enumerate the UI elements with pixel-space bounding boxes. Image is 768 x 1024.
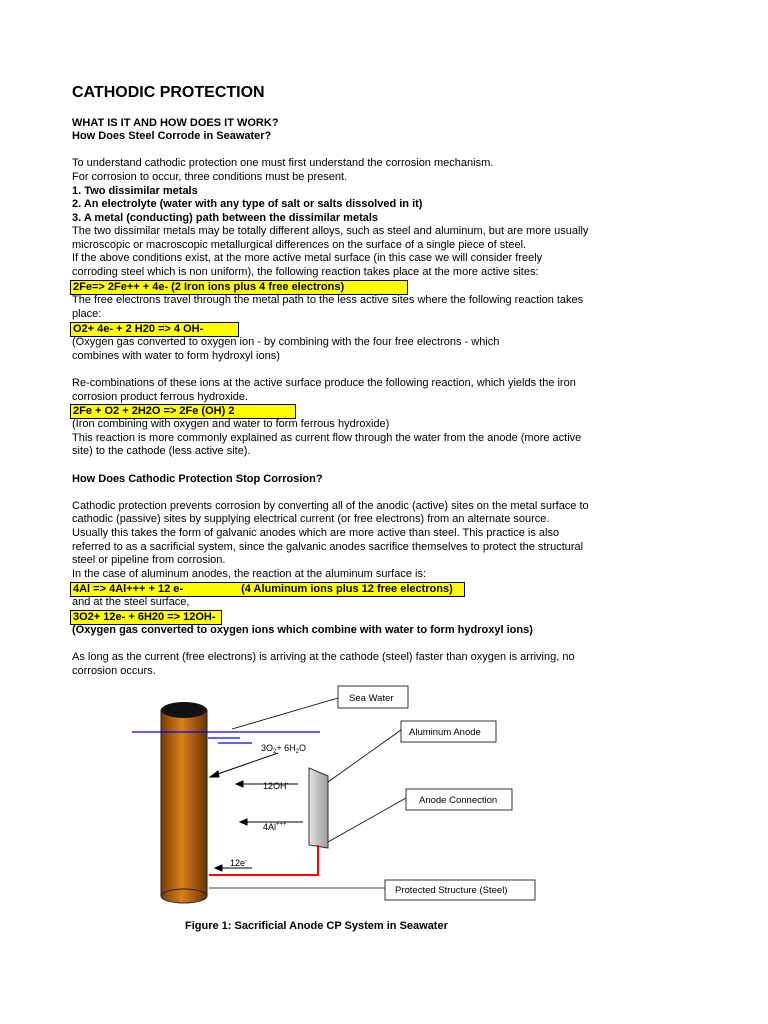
- reaction-label-aluminum-ions: 4Al+++: [263, 822, 287, 832]
- page-title: CATHODIC PROTECTION: [72, 84, 265, 101]
- paragraph-line: If the above conditions exist, at the more active metal surface (in this case we will consider freely: [72, 252, 543, 264]
- paragraph-line: (Oxygen gas converted to oxygen ions which combine with water to form hydroxyl ions): [72, 624, 533, 636]
- paragraph-line: This reaction is more commonly explained as current flow through the water from the anode (more active: [72, 432, 582, 444]
- paragraph-line: (Oxygen gas converted to oxygen ion - by combining with the four free electrons - which: [72, 336, 500, 348]
- water-surface: [132, 732, 320, 743]
- callout-protected-structure: [385, 880, 535, 900]
- svg-text:Sea Water: Sea Water: [349, 693, 394, 704]
- paragraph-line: referred to as a sacrificial system, since the galvanic anodes sacrifice themselves to protect the structural: [72, 541, 584, 553]
- subheading: How Does Steel Corrode in Seawater?: [72, 130, 272, 142]
- equation-note: (4 Aluminum ions plus 12 free electrons): [241, 583, 453, 595]
- subheading: How Does Cathodic Protection Stop Corrosion?: [72, 473, 323, 485]
- svg-text:Protected Structure (Steel): Protected Structure (Steel): [395, 885, 508, 896]
- condition-item: 3. A metal (conducting) path between the dissimilar metals: [72, 212, 379, 224]
- equation-box-aluminum-oxidation: [70, 582, 465, 597]
- paragraph-line: site) to the cathode (less active site).: [72, 445, 251, 457]
- callout-aluminum-anode: [401, 721, 496, 742]
- paragraph-line: Usually this takes the form of galvanic anodes which are more active than steel. This practice is also: [72, 527, 560, 539]
- anode-connection-wire: [209, 845, 318, 875]
- cp-diagram-svg: [130, 678, 550, 910]
- paragraph-line: Cathodic protection prevents corrosion by converting all of the anodic (active) sites on the metal surface to: [72, 500, 589, 512]
- paragraph-line: In the case of aluminum anodes, the reaction at the aluminum surface is:: [72, 568, 427, 580]
- cp-diagram: [130, 678, 550, 915]
- condition-item: 2. An electrolyte (water with any type of salt or salts dissolved in it): [72, 198, 423, 210]
- paragraph-line: corrosion product ferrous hydroxide.: [72, 391, 249, 403]
- callout-sea-water: [338, 686, 408, 708]
- svg-text:Anode Connection: Anode Connection: [419, 795, 498, 806]
- paragraph-line: To understand cathodic protection one must first understand the corrosion mechanism.: [72, 157, 494, 169]
- reaction-arrows: [210, 753, 303, 871]
- paragraph-line: corroding steel which is non uniform), the following reaction takes place at the more active sites:: [72, 266, 539, 278]
- equation-box-iron-oxidation: 2Fe=> 2Fe++ + 4e- (2 Iron ions plus 4 free electrons): [70, 280, 408, 295]
- paragraph-line: The free electrons travel through the metal path to the less active sites where the following reaction takes: [72, 294, 584, 306]
- paragraph-line: For corrosion to occur, three conditions must be present.: [72, 171, 348, 183]
- paragraph-line: microscopic or macroscopic metallurgical differences on the surface of a single piece of steel.: [72, 239, 527, 251]
- paragraph-line: and at the steel surface,: [72, 596, 190, 608]
- paragraph-line: place:: [72, 308, 102, 320]
- equation-box-ferrous-hydroxide: 2Fe + O2 + 2H2O => 2Fe (OH) 2: [70, 404, 296, 419]
- reaction-label-oxygen: $3O_2+ 6H_2O$: [261, 743, 306, 755]
- equation-box-hydroxyl-formation: 3O2+ 12e- + 6H20 => 12OH-: [70, 610, 222, 625]
- paragraph-line: cathodic (passive) sites by supplying electrical current (or free electrons) from an alternate source.: [72, 513, 550, 525]
- svg-text:Aluminum Anode: Aluminum Anode: [409, 727, 481, 738]
- section-heading: WHAT IS IT AND HOW DOES IT WORK?: [72, 117, 279, 129]
- equation-text: 4Al => 4Al+++ + 12 e-: [73, 583, 184, 595]
- paragraph-line: steel or pipeline from corrosion.: [72, 554, 226, 566]
- figure-caption: Figure 1: Sacrificial Anode CP System in Seawater: [185, 920, 448, 932]
- paragraph-line: (Iron combining with oxygen and water to form ferrous hydroxide): [72, 418, 390, 430]
- paragraph-line: As long as the current (free electrons) is arriving at the cathode (steel) faster than oxygen is arriving, no: [72, 651, 575, 663]
- callout-anode-connection: [406, 789, 512, 810]
- equation-box-oxygen-reduction: O2+ 4e- + 2 H20 => 4 OH-: [70, 322, 239, 337]
- paragraph-line: corrosion occurs.: [72, 665, 156, 677]
- aluminum-anode: [309, 768, 328, 848]
- paragraph-line: Re-combinations of these ions at the active surface produce the following reaction, which yields the iron: [72, 377, 576, 389]
- condition-item: 1. Two dissimilar metals: [72, 185, 198, 197]
- reaction-label-hydroxyl: 12OH-: [263, 781, 289, 791]
- reaction-label-electrons: 12e-: [230, 858, 248, 868]
- paragraph-line: The two dissimilar metals may be totally different alloys, such as steel and aluminum, but are more usually: [72, 225, 589, 237]
- paragraph-line: combines with water to form hydroxyl ions): [72, 350, 280, 362]
